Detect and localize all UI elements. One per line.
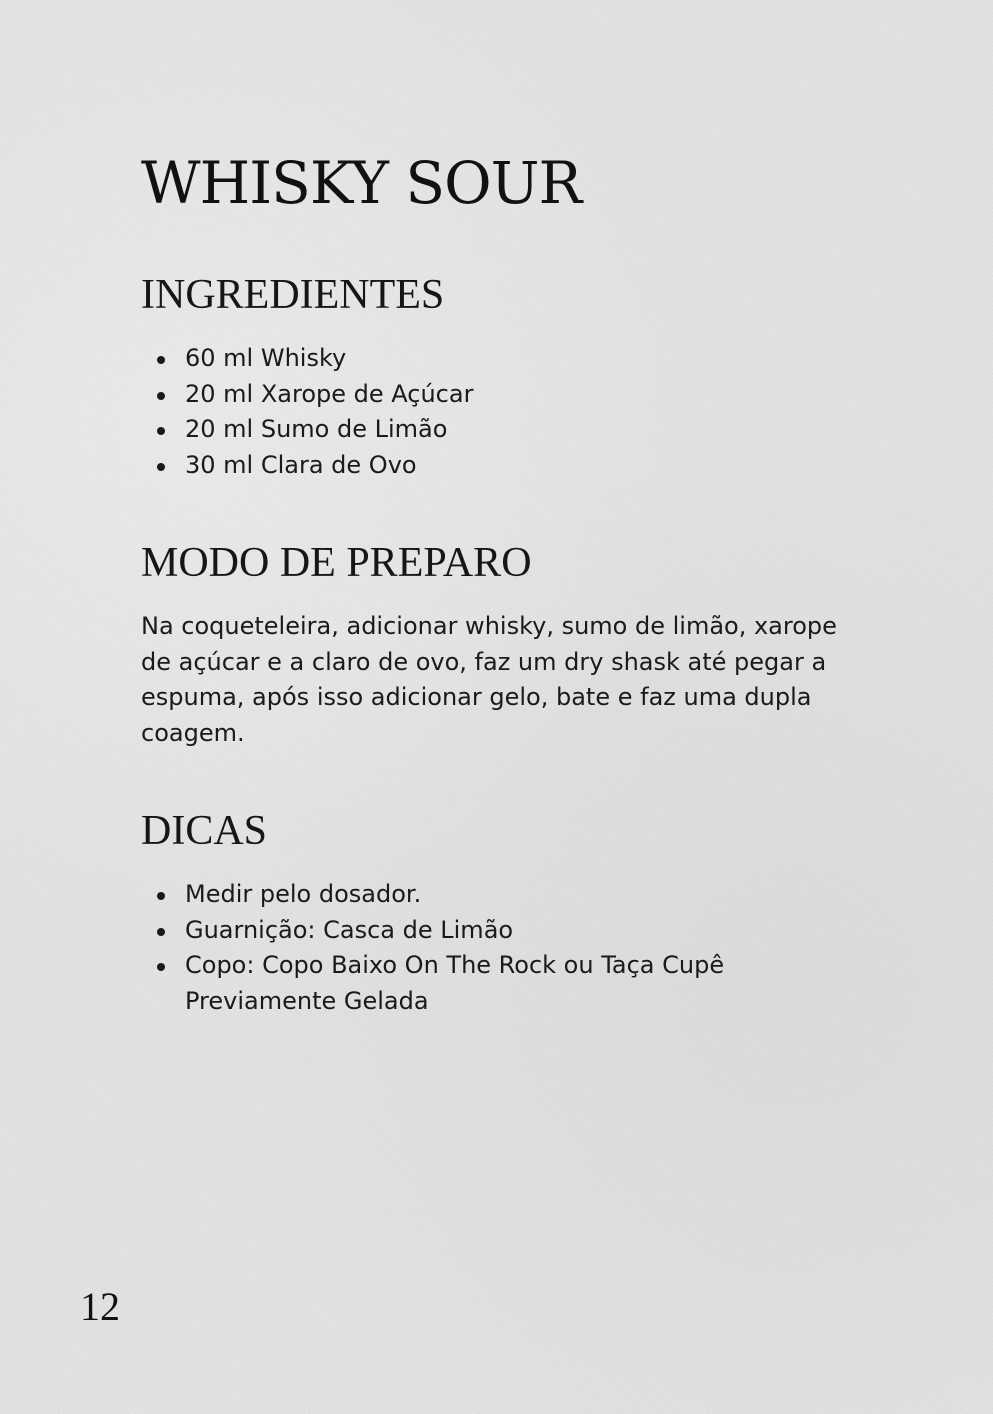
ingredient-text: 30 ml Clara de Ovo xyxy=(185,451,417,480)
page-title: WHISKY SOUR xyxy=(141,149,582,217)
page-number: 12 xyxy=(80,1284,120,1329)
bullet-icon xyxy=(157,463,165,471)
tip-text: Copo: Copo Baixo On The Rock ou Taça Cupê Previamente Gelada xyxy=(185,951,725,1016)
bullet-icon xyxy=(157,963,165,971)
ingredient-item xyxy=(141,448,861,484)
bullet-icon xyxy=(157,356,165,364)
method-heading: MODO DE PREPARO xyxy=(141,540,532,586)
ingredient-text: 20 ml Sumo de Limão xyxy=(185,415,448,444)
bullet-icon xyxy=(157,928,165,936)
tips-heading: DICAS xyxy=(141,808,268,854)
tip-text: Medir pelo dosador. xyxy=(185,880,422,908)
ingredients-heading: INGREDIENTES xyxy=(141,272,445,318)
tip-item xyxy=(141,877,801,913)
bullet-icon xyxy=(157,392,165,400)
method-paragraph: Na coqueteleira, adicionar whisky, sumo de limão, xarope de açúcar e a claro de ovo, faz um dry shask até pegar a espuma, após isso adicionar gelo, bate e faz uma dupla coagem. xyxy=(141,612,837,748)
tip-text: Guarnição: Casca de Limão xyxy=(185,915,514,944)
ingredient-item xyxy=(141,377,861,413)
ingredient-text: 60 ml Whisky xyxy=(185,344,347,372)
bullet-icon xyxy=(157,892,165,900)
tip-item xyxy=(141,913,801,949)
tips-list xyxy=(141,877,801,1020)
ingredient-item xyxy=(141,341,861,377)
bullet-icon xyxy=(157,427,165,435)
ingredients-list xyxy=(141,341,861,484)
ingredient-text: 20 ml Xarope de Açúcar xyxy=(185,379,474,408)
tip-item xyxy=(141,948,801,1019)
ingredient-item xyxy=(141,412,861,448)
